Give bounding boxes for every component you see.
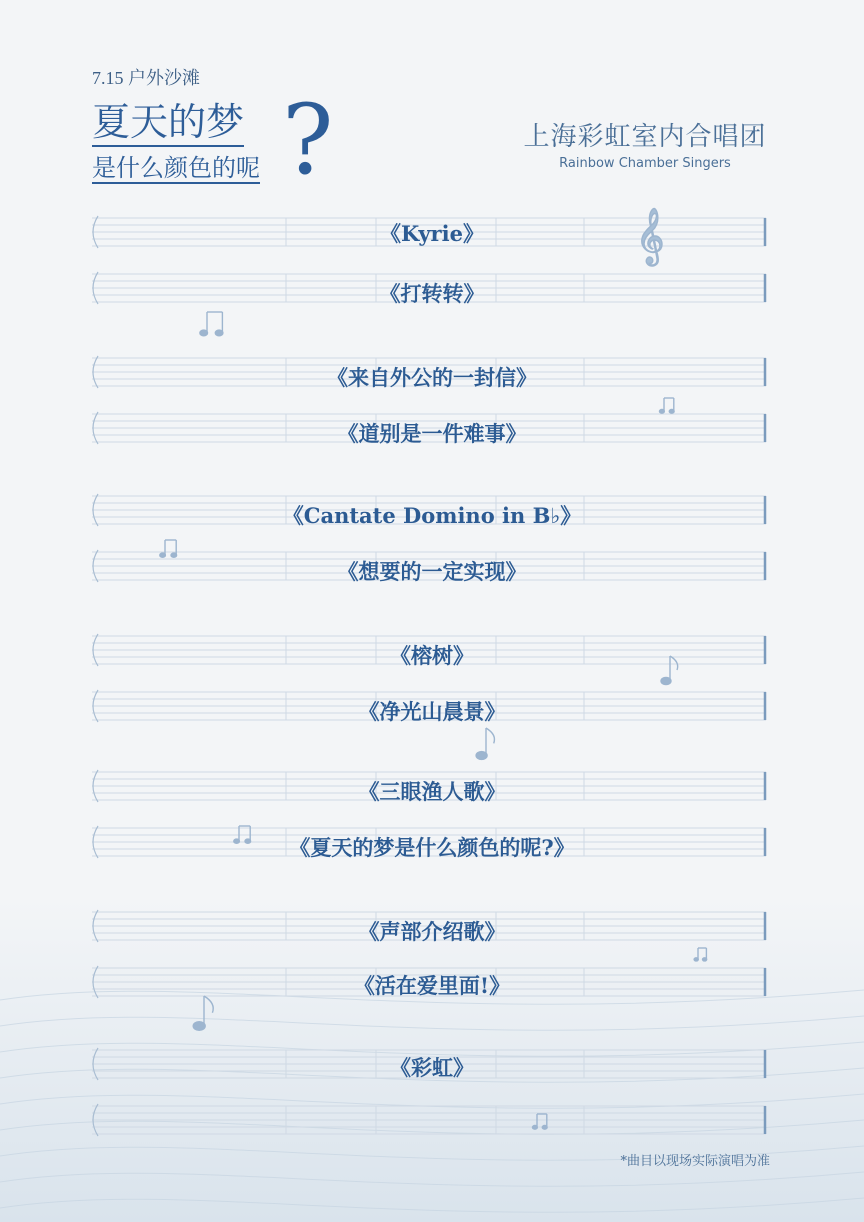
treble-clef-icon: 𝄞 — [636, 208, 665, 264]
beamed-notes-icon — [200, 312, 223, 336]
beamed-notes-icon — [659, 398, 674, 413]
title-question-mark: ? — [282, 84, 334, 196]
page-title: 夏天的梦 — [92, 100, 244, 147]
eighth-note-icon — [476, 728, 494, 759]
program-item: 《来自外公的一封信》 — [327, 365, 537, 390]
program-item: 《想要的一定实现》 — [337, 559, 527, 584]
program-item: 《榕树》 — [390, 643, 474, 668]
program-item: 《打转转》 — [379, 281, 485, 306]
choir-name-en: Rainbow Chamber Singers — [559, 156, 731, 171]
choir-name-cn: 上海彩虹室内合唱团 — [523, 122, 767, 152]
program-item: 《净光山晨景》 — [358, 699, 506, 724]
program-item: 《Kyrie》 — [380, 221, 484, 246]
page-subtitle: 是什么颜色的呢 — [92, 154, 260, 182]
program-item: 《道别是一件难事》 — [337, 421, 527, 446]
beamed-notes-icon — [160, 540, 177, 557]
program-item: 《声部介绍歌》 — [358, 919, 506, 944]
program-item: 《三眼渔人歌》 — [358, 779, 506, 804]
event-date-location: 7.15 户外沙滩 — [92, 68, 200, 88]
program-item: 《Cantate Domino in B♭》 — [282, 503, 582, 528]
eighth-note-icon — [661, 656, 678, 685]
program-item: 《活在爱里面!》 — [353, 973, 511, 998]
program-item: 《夏天的梦是什么颜色的呢?》 — [289, 835, 575, 860]
program-item: 《彩虹》 — [390, 1055, 474, 1080]
footnote: *曲目以现场实际演唱为准 — [620, 1154, 770, 1169]
